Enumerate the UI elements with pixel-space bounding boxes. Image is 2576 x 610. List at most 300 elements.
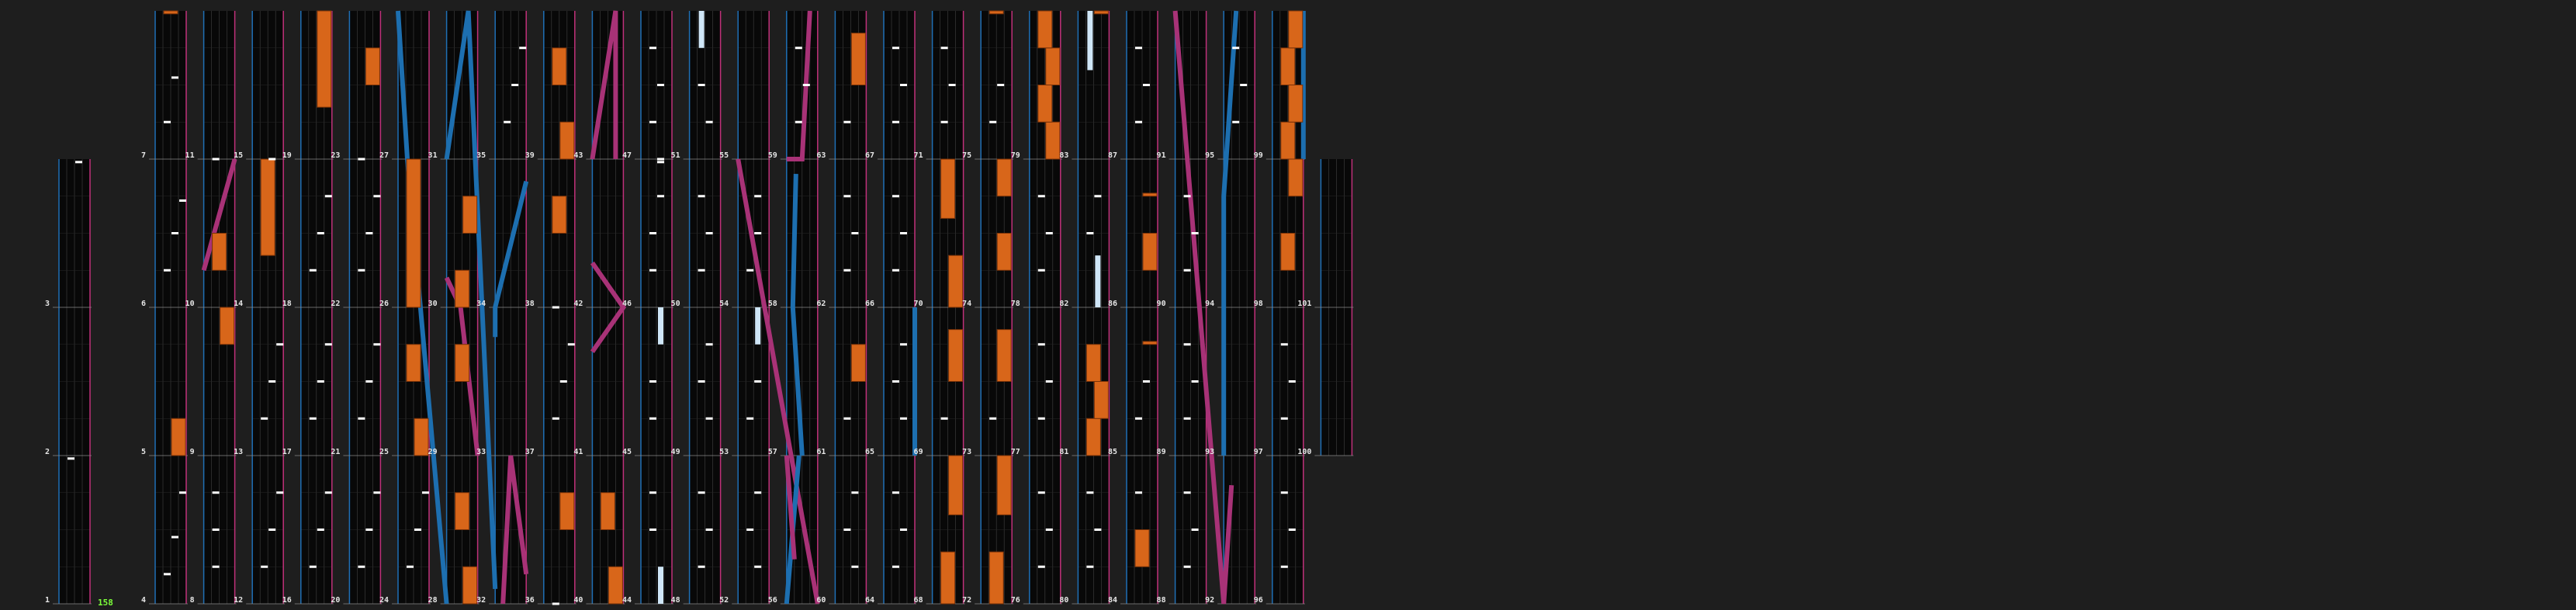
measure-number: 3	[44, 300, 50, 308]
measure-number: 49	[670, 448, 680, 456]
measure-number: 40	[573, 596, 583, 605]
tap-note	[754, 195, 761, 197]
measure-number: 34	[476, 300, 486, 308]
hold-note	[463, 196, 477, 234]
measure-number: 84	[1107, 596, 1117, 605]
tap-note	[261, 418, 268, 420]
tap-note	[843, 529, 850, 531]
measure-number: 22	[331, 300, 341, 308]
tap-note	[365, 529, 372, 531]
tap-note	[698, 269, 705, 272]
measure-number: 30	[428, 300, 438, 308]
tap-note	[1086, 566, 1093, 568]
measure-number: 14	[234, 300, 244, 308]
tap-note	[843, 418, 850, 420]
tap-note	[373, 491, 380, 494]
tap-note	[1184, 491, 1191, 494]
hold-note	[560, 122, 574, 159]
tap-note	[268, 529, 275, 531]
measure-number: 65	[864, 448, 874, 456]
tap-note	[552, 603, 559, 605]
measure-number: 59	[767, 151, 777, 160]
hold-note	[1086, 418, 1100, 456]
tap-note	[358, 158, 365, 161]
tap-note	[892, 491, 899, 494]
hold-note	[941, 552, 955, 604]
tap-note	[1135, 121, 1142, 123]
measure-number: 15	[234, 151, 244, 160]
hold-note	[414, 418, 428, 456]
measure-number: 31	[428, 151, 438, 160]
measure-number: 83	[1059, 151, 1069, 160]
tap-note	[1289, 380, 1296, 383]
hold-note	[1281, 234, 1295, 271]
measure-number: 67	[864, 151, 874, 160]
tap-note	[317, 232, 324, 234]
hold-note	[455, 493, 469, 530]
measure-number: 63	[816, 151, 826, 160]
tap-note	[1038, 343, 1045, 345]
measure-number: 91	[1156, 151, 1166, 160]
tap-note	[795, 47, 802, 49]
tap-note	[892, 269, 899, 272]
measure-number: 95	[1205, 151, 1215, 160]
measure-number: 27	[379, 151, 389, 160]
tap-note	[552, 307, 559, 309]
measure-number: 19	[282, 151, 292, 160]
measure-number: 73	[962, 448, 972, 456]
tap-note	[941, 121, 948, 123]
tap-note	[892, 195, 899, 197]
tap-note	[213, 566, 220, 568]
tap-note	[1184, 343, 1191, 345]
measure-number: 51	[670, 151, 680, 160]
hold-note	[1135, 530, 1149, 567]
tap-note	[1281, 491, 1288, 494]
tap-note	[900, 343, 907, 345]
tap-note	[892, 380, 899, 383]
tap-note	[649, 529, 656, 531]
tap-note	[358, 566, 365, 568]
measure-number: 64	[864, 596, 874, 605]
hold-note	[171, 418, 185, 456]
tap-note	[213, 158, 220, 161]
measure-number: 53	[719, 448, 729, 456]
measure-number: 101	[1297, 300, 1312, 308]
hold-note	[1281, 48, 1295, 85]
tap-note	[997, 84, 1004, 86]
tap-note	[754, 491, 761, 494]
measure-number: 97	[1253, 448, 1263, 456]
tap-note	[900, 529, 907, 531]
tap-note	[1135, 47, 1142, 49]
hold-note	[1289, 159, 1303, 196]
hold-note	[1289, 85, 1303, 123]
tap-note	[213, 529, 220, 531]
tap-note	[754, 380, 761, 383]
hold-note	[552, 196, 566, 234]
hold-note	[1038, 11, 1052, 48]
tap-note	[179, 199, 186, 202]
measure-number: 43	[573, 151, 583, 160]
measure-number: 92	[1205, 596, 1215, 605]
measure-number: 10	[185, 300, 195, 308]
tap-note	[310, 269, 317, 272]
measure-number: 41	[573, 448, 583, 456]
tap-note	[310, 418, 317, 420]
tap-note	[649, 491, 656, 494]
tap-note	[989, 418, 996, 420]
measure-number: 66	[864, 300, 874, 308]
tap-note	[171, 76, 178, 78]
tap-note	[171, 232, 178, 234]
measure-number: 99	[1253, 151, 1263, 160]
tap-note	[1038, 491, 1045, 494]
combo-count: 158	[98, 598, 113, 608]
measure-number: 33	[476, 448, 486, 456]
tap-note	[365, 380, 372, 383]
tap-note	[949, 84, 956, 86]
tap-note	[1135, 418, 1142, 420]
measure-number: 96	[1253, 596, 1263, 605]
measure-number: 46	[621, 300, 632, 308]
measure-number: 58	[767, 300, 777, 308]
tap-note	[276, 491, 283, 494]
tap-note	[365, 232, 372, 234]
hold-note	[949, 255, 963, 307]
tap-note	[649, 47, 656, 49]
measure-number: 52	[719, 596, 729, 605]
hold-note	[997, 456, 1011, 515]
hold-note	[989, 11, 1003, 14]
measure-number: 26	[379, 300, 389, 308]
tap-note	[276, 343, 283, 345]
tap-note	[414, 529, 421, 531]
tap-note	[213, 491, 220, 494]
tap-note	[900, 418, 907, 420]
tap-note	[843, 195, 850, 197]
tap-note	[892, 566, 899, 568]
measure-number: 60	[816, 596, 826, 605]
hold-note	[455, 345, 469, 382]
measure-number: 56	[767, 596, 777, 605]
tap-note	[1038, 566, 1045, 568]
measure-number: 32	[476, 596, 486, 605]
hold-note	[851, 345, 865, 382]
measure-number: 25	[379, 448, 389, 456]
tap-note	[519, 47, 526, 49]
measure-number: 80	[1059, 596, 1069, 605]
tap-note	[851, 232, 858, 234]
measure-number: 9	[189, 448, 195, 456]
measure-number: 90	[1156, 300, 1166, 308]
tap-note	[164, 121, 171, 123]
tap-note	[941, 418, 948, 420]
tap-note	[1184, 269, 1191, 272]
measure-number: 48	[670, 596, 680, 605]
hold-note	[949, 330, 963, 382]
tap-note	[1143, 84, 1150, 86]
tap-note	[325, 343, 332, 345]
measure-number: 45	[621, 448, 632, 456]
tap-note	[1046, 232, 1053, 234]
hold-note	[317, 11, 331, 107]
tap-note	[698, 380, 705, 383]
tap-note	[698, 84, 705, 86]
measure-number: 75	[962, 151, 972, 160]
tap-note	[851, 566, 858, 568]
measure-number: 23	[331, 151, 341, 160]
tap-note	[164, 573, 171, 575]
tap-note	[325, 491, 332, 494]
hold-note	[463, 567, 477, 604]
measure-number: 29	[428, 448, 438, 456]
tap-note	[843, 121, 850, 123]
tap-note	[706, 418, 713, 420]
tap-note	[317, 529, 324, 531]
measure-number: 36	[525, 596, 535, 605]
tap-note	[698, 566, 705, 568]
tap-note	[900, 84, 907, 86]
tap-note	[1038, 418, 1045, 420]
tap-note	[560, 380, 567, 383]
tap-note	[706, 529, 713, 531]
tap-note	[1281, 418, 1288, 420]
tap-note	[795, 121, 802, 123]
tap-note	[746, 529, 753, 531]
measure-number: 55	[719, 151, 729, 160]
measure-number: 77	[1010, 448, 1020, 456]
measure-number: 69	[913, 448, 923, 456]
tap-note	[422, 491, 429, 494]
hold-note	[407, 159, 421, 307]
tap-note	[892, 121, 899, 123]
hold-note	[164, 11, 178, 14]
tap-note	[358, 418, 365, 420]
hold-note	[997, 330, 1011, 382]
measure-number: 12	[234, 596, 244, 605]
flick-note	[658, 307, 663, 345]
flick-note	[1095, 255, 1100, 307]
hold-note	[989, 552, 1003, 604]
measure-number: 100	[1297, 448, 1312, 456]
measure-number: 71	[913, 151, 923, 160]
tap-note	[1232, 47, 1239, 49]
tap-note	[706, 343, 713, 345]
tap-note	[649, 121, 656, 123]
hold-note	[1143, 193, 1157, 196]
measure-number: 1	[44, 596, 50, 605]
flick-note	[755, 307, 760, 345]
hold-note	[1094, 11, 1108, 14]
measure-number: 7	[140, 151, 146, 160]
measure-number: 98	[1253, 300, 1263, 308]
tap-note	[754, 232, 761, 234]
measure-number: 47	[621, 151, 632, 160]
tap-note	[1192, 232, 1199, 234]
tap-note	[310, 566, 317, 568]
hold-note	[1281, 122, 1295, 159]
hold-note	[560, 493, 574, 530]
hold-note	[1046, 48, 1060, 85]
hold-note	[1289, 11, 1303, 48]
hold-note	[949, 456, 963, 515]
tap-note	[649, 380, 656, 383]
tap-note	[746, 269, 753, 272]
measure-number: 8	[189, 596, 195, 605]
measure-number: 70	[913, 300, 923, 308]
measure-number: 85	[1107, 448, 1117, 456]
tap-note	[68, 457, 74, 459]
tap-note	[1086, 232, 1093, 234]
measure-number: 38	[525, 300, 535, 308]
hold-note	[941, 159, 955, 218]
measure-number: 68	[913, 596, 923, 605]
measure-number: 93	[1205, 448, 1215, 456]
tap-note	[657, 195, 664, 197]
tap-note	[657, 84, 664, 86]
measure-number: 57	[767, 448, 777, 456]
measure-number: 24	[379, 596, 389, 605]
tap-note	[843, 269, 850, 272]
tap-note	[1143, 380, 1150, 383]
tap-note	[1038, 195, 1045, 197]
measure-number: 87	[1107, 151, 1117, 160]
tap-note	[1046, 380, 1053, 383]
measure-number: 82	[1059, 300, 1069, 308]
measure-number: 6	[140, 300, 146, 308]
measure-number: 74	[962, 300, 972, 308]
tap-note	[552, 418, 559, 420]
tap-note	[1192, 380, 1199, 383]
measure-number: 81	[1059, 448, 1069, 456]
tap-note	[1281, 343, 1288, 345]
tap-note	[649, 232, 656, 234]
hold-note	[1143, 234, 1157, 271]
measure-number: 37	[525, 448, 535, 456]
tap-note	[657, 161, 664, 163]
flick-note	[658, 567, 663, 604]
measure-number: 86	[1107, 300, 1117, 308]
measure-number: 2	[44, 448, 50, 456]
tap-note	[803, 84, 810, 86]
tap-note	[568, 343, 575, 345]
tap-note	[1232, 121, 1239, 123]
tap-note	[698, 491, 705, 494]
measure-number: 94	[1205, 300, 1215, 308]
measure-number: 61	[816, 448, 826, 456]
tap-note	[900, 232, 907, 234]
measure-number: 17	[282, 448, 292, 456]
tap-note	[892, 47, 899, 49]
hold-note	[1046, 122, 1060, 159]
tap-note	[268, 158, 275, 161]
hold-note	[1086, 345, 1100, 382]
tap-note	[649, 269, 656, 272]
tap-note	[1184, 566, 1191, 568]
tap-note	[649, 418, 656, 420]
flick-note	[1087, 11, 1092, 70]
hold-note	[220, 307, 234, 345]
tap-note	[941, 47, 948, 49]
tap-note	[706, 232, 713, 234]
tap-note	[989, 121, 996, 123]
measure-number: 89	[1156, 448, 1166, 456]
hold-note	[601, 493, 615, 530]
tap-note	[1240, 84, 1247, 86]
tap-note	[851, 491, 858, 494]
measure-number: 72	[962, 596, 972, 605]
tap-note	[373, 195, 380, 197]
tap-note	[407, 566, 414, 568]
tap-note	[1289, 529, 1296, 531]
tap-note	[1094, 195, 1101, 197]
measure-number: 39	[525, 151, 535, 160]
tap-note	[657, 158, 664, 161]
hold-note	[213, 234, 227, 271]
tap-note	[325, 195, 332, 197]
tap-note	[1038, 269, 1045, 272]
hold-note	[1038, 85, 1052, 123]
measure-number: 18	[282, 300, 292, 308]
tap-note	[1192, 529, 1199, 531]
tap-note	[1184, 195, 1191, 197]
hold-note	[997, 234, 1011, 271]
tap-note	[511, 84, 518, 86]
hold-note	[1143, 341, 1157, 345]
tap-note	[171, 536, 178, 539]
measure-number: 4	[140, 596, 146, 605]
measure-number: 20	[331, 596, 341, 605]
tap-note	[1135, 491, 1142, 494]
measure-number: 42	[573, 300, 583, 308]
measure-number: 88	[1156, 596, 1166, 605]
measure-number: 21	[331, 448, 341, 456]
tap-note	[1281, 566, 1288, 568]
tap-note	[698, 195, 705, 197]
tap-note	[373, 343, 380, 345]
tap-note	[75, 161, 82, 163]
tap-note	[261, 566, 268, 568]
measure-number: 44	[621, 596, 632, 605]
measure-number: 11	[185, 151, 195, 160]
tap-note	[706, 121, 713, 123]
tap-note	[268, 380, 275, 383]
hold-note	[1094, 382, 1108, 419]
tap-note	[1184, 418, 1191, 420]
tap-note	[1094, 529, 1101, 531]
measure-number: 28	[428, 596, 438, 605]
measure-number: 54	[719, 300, 729, 308]
measure-number: 35	[476, 151, 486, 160]
tap-note	[504, 121, 511, 123]
tap-note	[358, 269, 365, 272]
measure-number: 79	[1010, 151, 1020, 160]
measure-number: 76	[1010, 596, 1020, 605]
hold-note	[552, 48, 566, 85]
measure-number: 13	[234, 448, 244, 456]
hold-note	[261, 159, 275, 255]
tap-note	[317, 380, 324, 383]
hold-note	[608, 567, 622, 604]
hold-note	[455, 270, 469, 307]
measure-number: 16	[282, 596, 292, 605]
measure-number: 50	[670, 300, 680, 308]
measure-number: 78	[1010, 300, 1020, 308]
tap-note	[746, 418, 753, 420]
hold-note	[851, 33, 865, 85]
tap-note	[754, 566, 761, 568]
